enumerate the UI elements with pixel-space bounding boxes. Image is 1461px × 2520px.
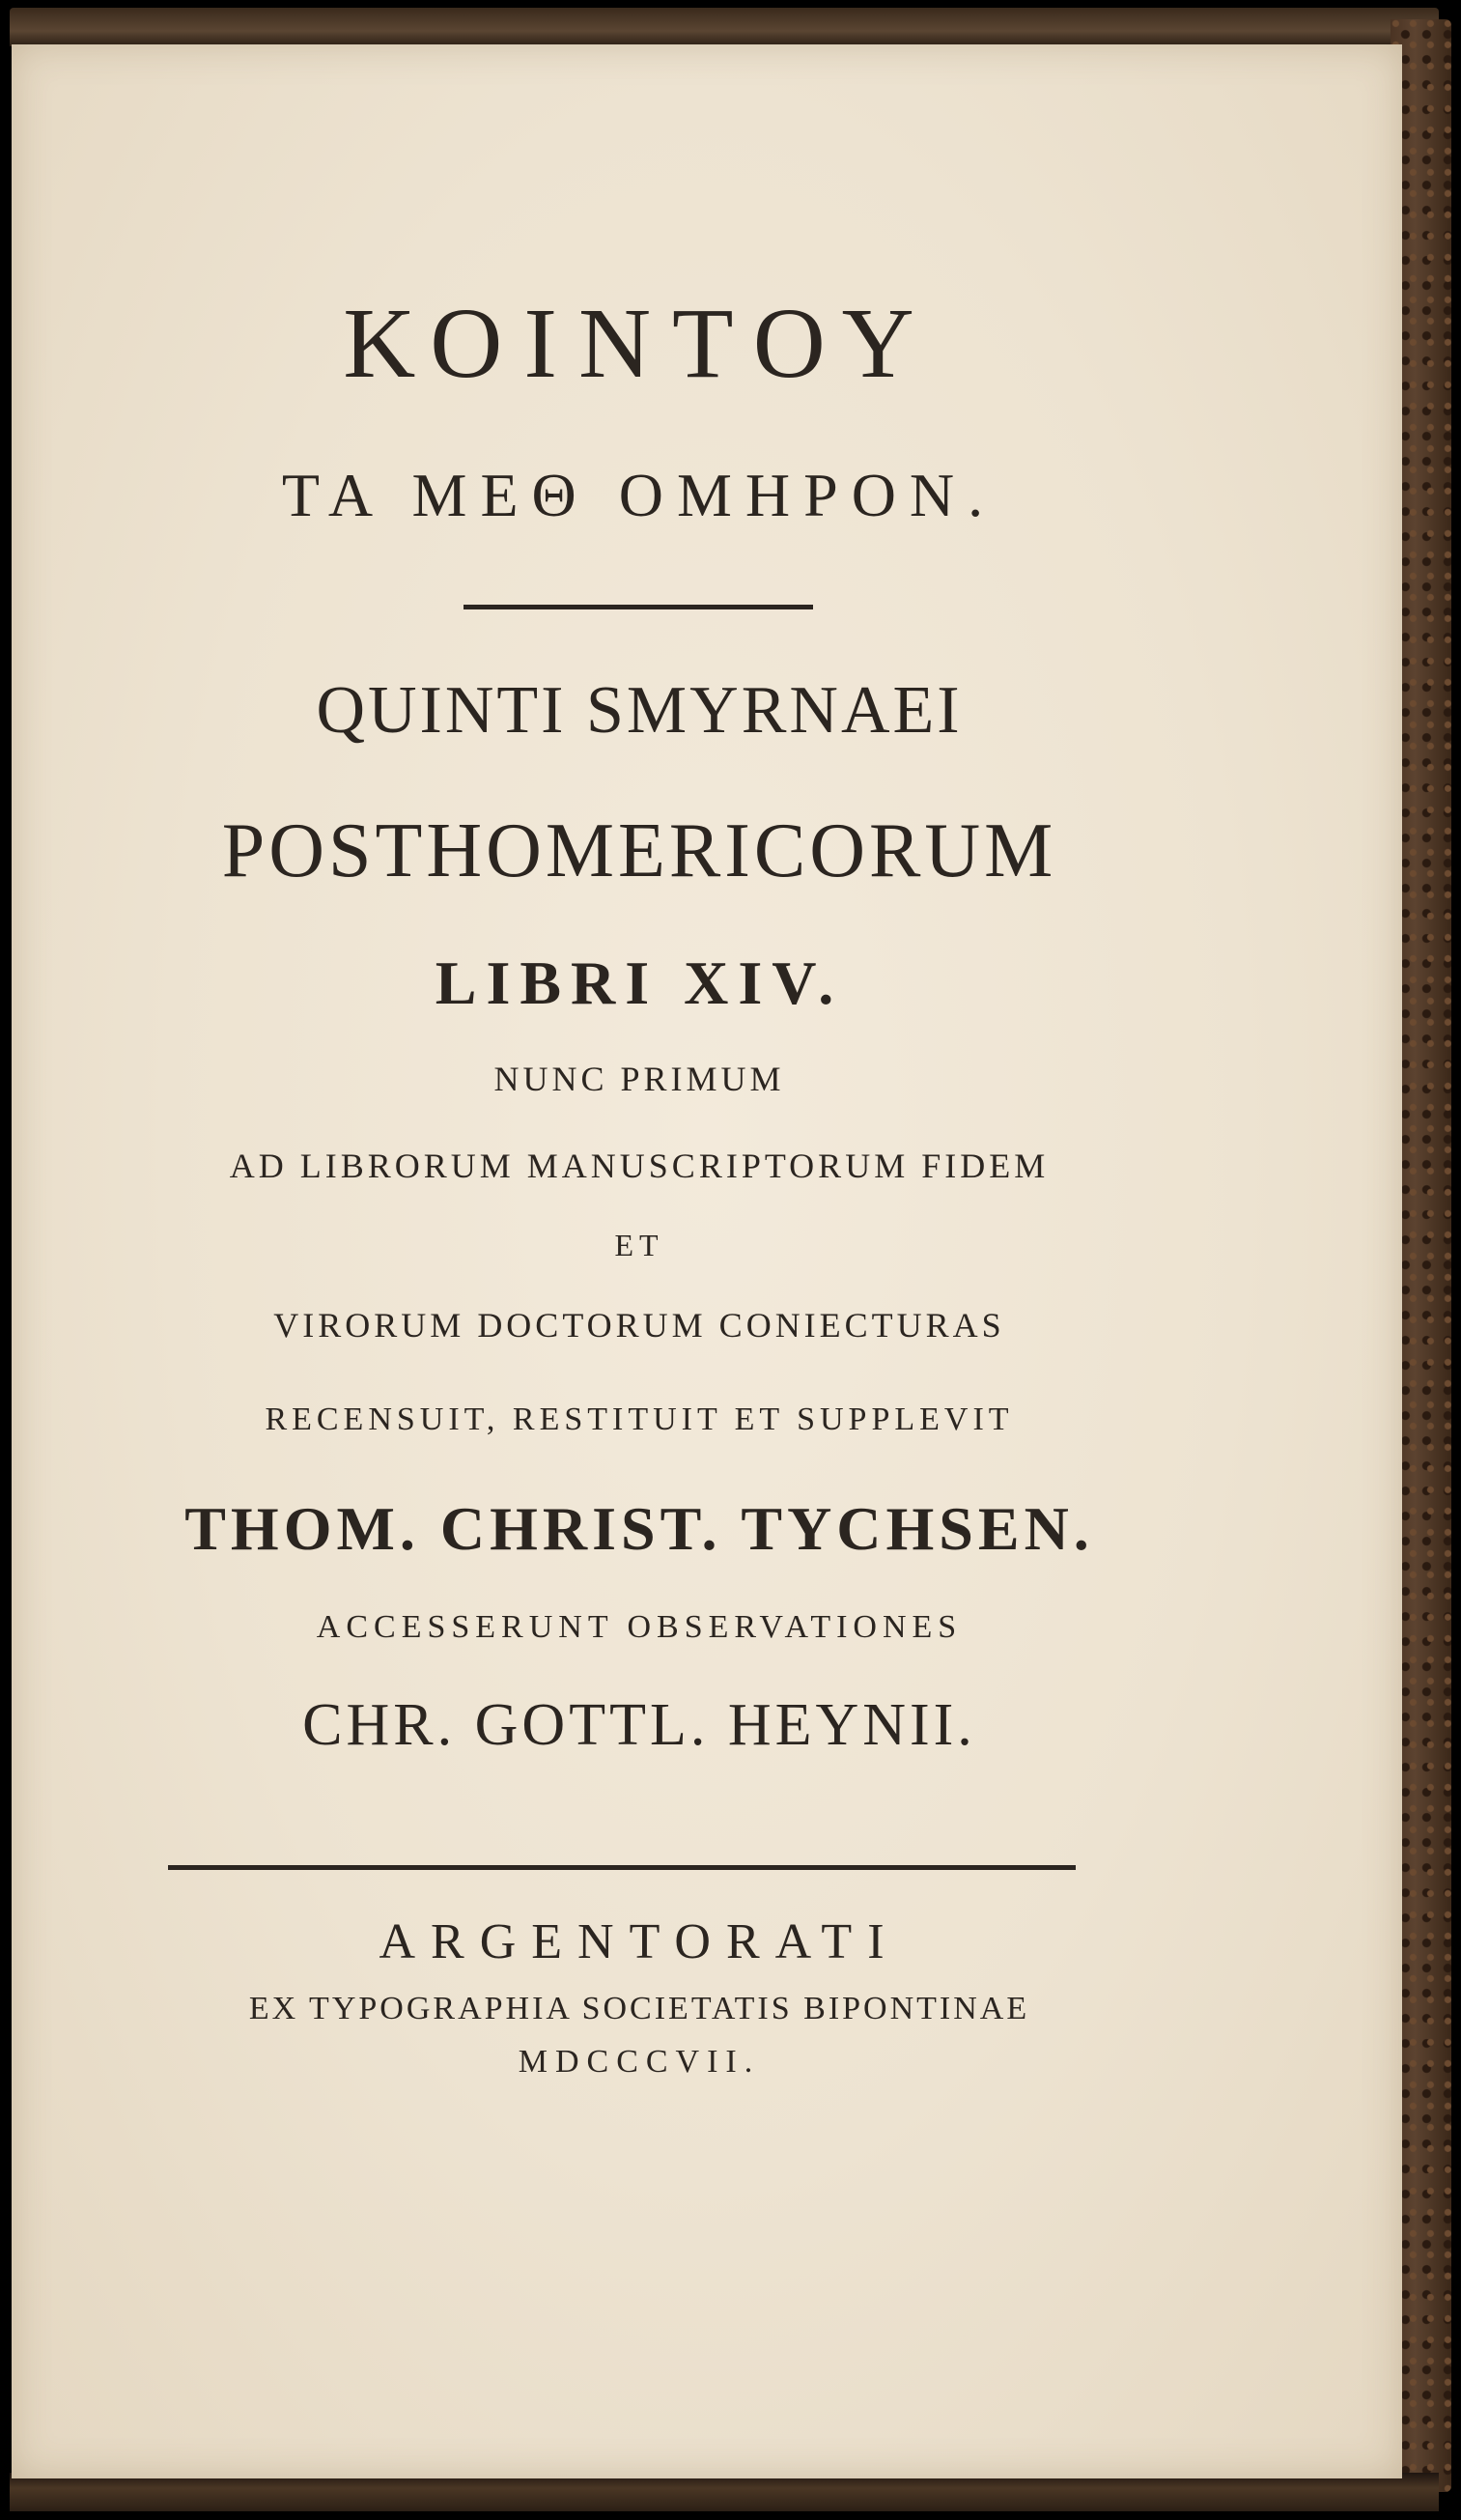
line-nunc-primum: NUNC PRIMUM [493,1060,785,1098]
commentator-name: CHR. GOTTL. HEYNII. [302,1692,976,1758]
libri-count: LIBRI XIV. [435,949,844,1017]
greek-title: ΚΟΙΝΤΟΥ [343,288,936,399]
title-page-content [12,44,1402,2478]
divider-rule-bottom [168,1865,1076,1870]
imprint-place: ARGENTORATI [379,1914,900,1969]
divider-rule-top [464,605,813,609]
imprint-year: MDCCCVII. [518,2044,761,2080]
book-bottom-edge [10,2473,1439,2511]
imprint-printer: EX TYPOGRAPHIA SOCIETATIS BIPONTINAE [248,1991,1030,2026]
editor-name: THOM. CHRIST. TYCHSEN. [184,1494,1094,1563]
line-virorum: VIRORUM DOCTORUM CONIECTURAS [273,1306,1005,1345]
book-top-edge [10,8,1439,46]
title-page [12,44,1402,2478]
line-accesserunt: ACCESSERUNT OBSERVATIONES [316,1609,963,1645]
line-ad-librorum: AD LIBRORUM MANUSCRIPTORUM FIDEM [229,1147,1050,1185]
latin-title-author: QUINTI SMYRNAEI [316,673,963,748]
line-recensuit: RECENSUIT, RESTITUIT ET SUPPLEVIT [265,1402,1014,1437]
line-et: ET [614,1228,664,1262]
latin-title-work: POSTHOMERICORUM [221,808,1057,893]
greek-subtitle: ΤΑ ΜΕΘ ΟΜΗΡΟΝ. [281,461,997,529]
